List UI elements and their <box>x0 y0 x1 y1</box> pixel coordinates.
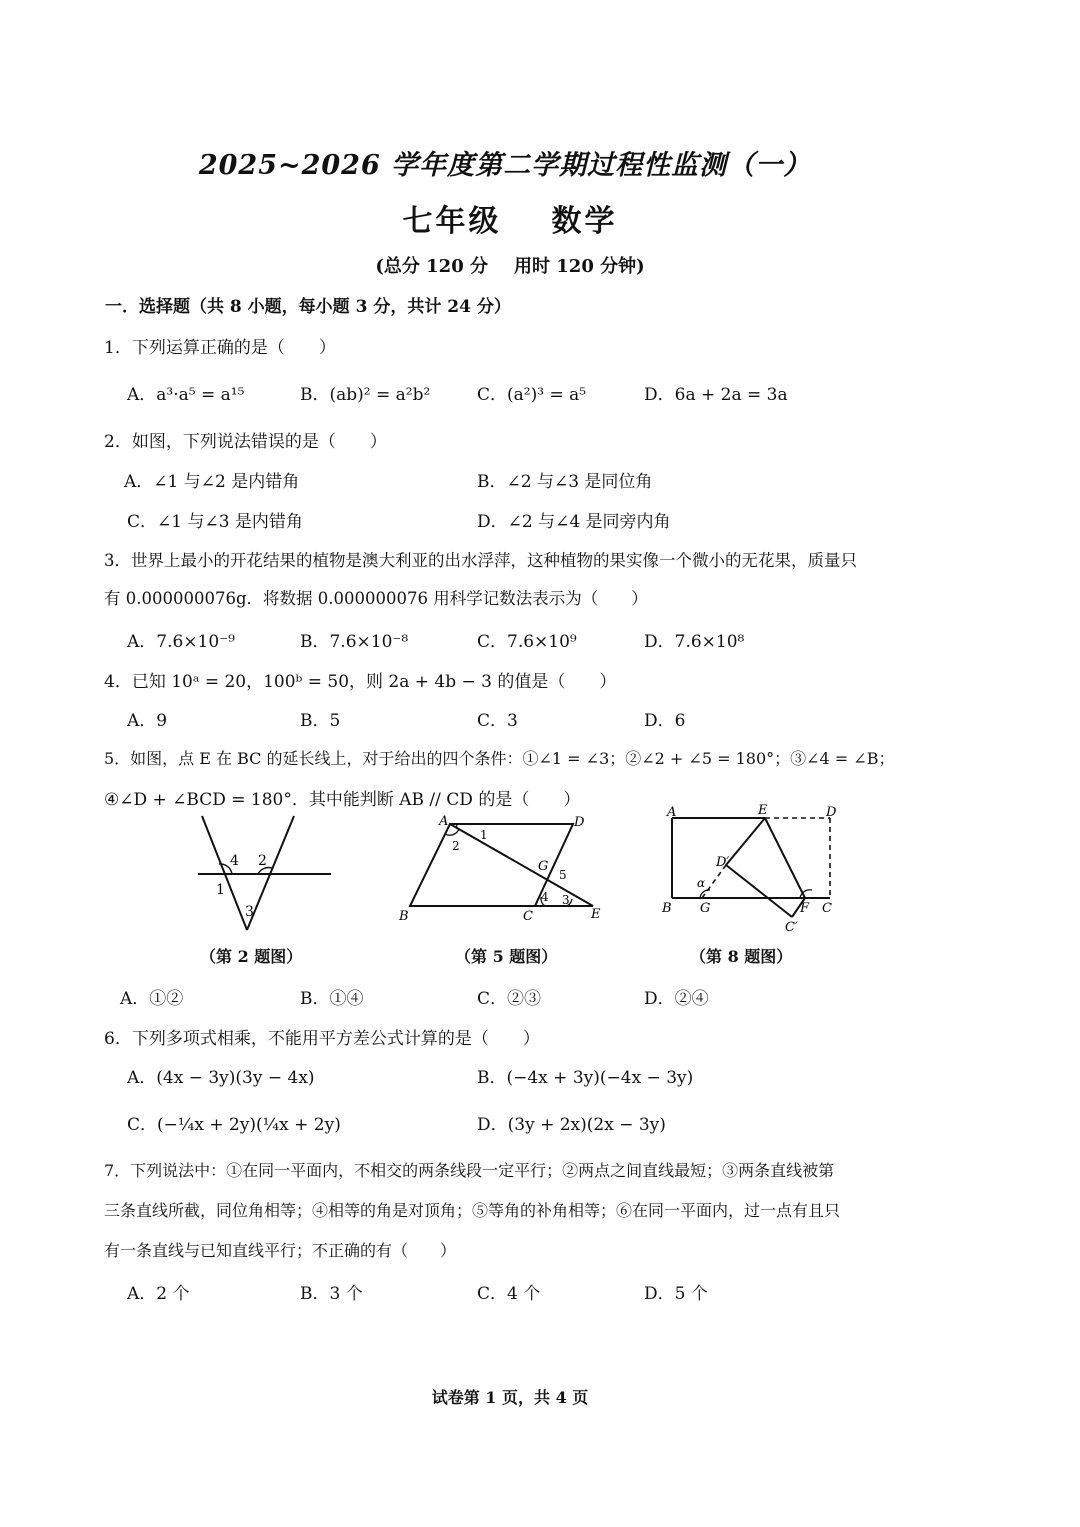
fig5-label-G: G <box>538 859 549 874</box>
question-3-option-d: D．7.6×10⁸ <box>644 632 745 652</box>
question-7-option-d: D．5 个 <box>644 1284 708 1304</box>
page-footer: 试卷第 1 页，共 4 页 <box>431 1388 589 1407</box>
fig8-label-G: G <box>700 901 711 916</box>
fig2-caption: （第 2 题图） <box>200 947 303 966</box>
question-4-option-b: B．5 <box>300 711 341 731</box>
question-1-option-b: B．(ab)² = a²b² <box>300 385 431 405</box>
question-2-option-a: A．∠1 与∠2 是内错角 <box>124 472 300 492</box>
fig5-label-4: 4 <box>541 890 549 904</box>
fig8-label-C: C <box>822 901 832 916</box>
question-3-option-a: A．7.6×10⁻⁹ <box>127 632 235 652</box>
score-info <box>0 252 1020 278</box>
exam-subtitle <box>0 196 1020 240</box>
question-6-option-c: C．(−¼x + 2y)(¼x + 2y) <box>127 1115 341 1135</box>
question-4-option-d: D．6 <box>644 711 686 731</box>
question-2-option-c: C．∠1 与∠3 是内错角 <box>127 512 303 532</box>
question-2-option-d: D．∠2 与∠4 是同旁内角 <box>477 512 671 532</box>
fig5-label-A: A <box>439 814 449 829</box>
question-1-option-d: D．6a + 2a = 3a <box>644 385 788 405</box>
fig5-label-D: D <box>574 815 585 830</box>
section-heading: 一．选择题（共 8 小题，每小题 3 分，共计 24 分） <box>105 297 511 317</box>
fig8-label-C-prime: C′ <box>785 920 798 935</box>
fig8-label-D-prime: D′ <box>716 855 730 870</box>
fig8-label-A: A <box>667 805 677 820</box>
fig8-label-alpha: α <box>697 876 706 890</box>
question-5-line-1: 5．如图，点 E 在 BC 的延长线上，对于给出的四个条件：①∠1 = ∠3；②∠2 + ∠5 = 180°；③∠4 = ∠B； <box>104 749 895 768</box>
fig5-label-2: 2 <box>452 839 460 853</box>
time-limit: 用时 120 分钟) <box>514 256 645 277</box>
figure-question-5 <box>395 808 610 933</box>
question-5-option-a: A．①② <box>120 989 184 1009</box>
question-6-option-a: A．(4x − 3y)(3y − 4x) <box>127 1068 315 1088</box>
question-1-option-c: C．(a²)³ = a⁵ <box>477 385 587 405</box>
fig8-label-F: F <box>800 901 810 916</box>
question-3-option-b: B．7.6×10⁻⁸ <box>300 632 409 652</box>
question-2-option-b: B．∠2 与∠3 是同位角 <box>477 472 653 492</box>
fig2-label-2: 2 <box>258 853 267 869</box>
question-5-option-c: C．②③ <box>477 989 542 1009</box>
question-5-option-b: B．①④ <box>300 989 364 1009</box>
question-7-option-b: B．3 个 <box>300 1284 363 1304</box>
figure-question-8 <box>660 800 845 940</box>
grade-label: 七年级 <box>402 204 502 239</box>
fig8-label-D: D <box>826 805 837 820</box>
question-4-option-c: C．3 <box>477 711 518 731</box>
fig5-caption: （第 5 题图） <box>455 947 558 966</box>
question-3-option-c: C．7.6×10⁹ <box>477 632 577 652</box>
question-4-option-a: A．9 <box>127 711 168 731</box>
fig5-label-E: E <box>591 907 601 922</box>
fig5-label-B: B <box>399 909 409 924</box>
subject-label: 数学 <box>551 204 618 239</box>
fig2-label-4: 4 <box>230 853 239 869</box>
fig5-label-5: 5 <box>559 868 567 882</box>
question-6-option-b: B．(−4x + 3y)(−4x − 3y) <box>477 1068 694 1088</box>
fig2-label-3: 3 <box>245 904 254 920</box>
question-3-line-1: 3．世界上最小的开花结果的植物是澳大利亚的出水浮萍，这种植物的果实像一个微小的无花果，质量只 <box>104 551 857 570</box>
figure-question-2 <box>190 812 340 937</box>
question-6-option-d: D．(3y + 2x)(2x − 3y) <box>477 1115 666 1135</box>
fig5-label-1: 1 <box>480 828 488 842</box>
question-7-option-c: C．4 个 <box>477 1284 541 1304</box>
question-2-stem: 2．如图，下列说法错误的是（ ） <box>104 432 387 452</box>
question-3-line-2: 有 0.000000076g．将数据 0.000000076 用科学记数法表示为（ ） <box>104 589 648 608</box>
question-7-option-a: A．2 个 <box>127 1284 190 1304</box>
question-7-line-3: 有一条直线与已知直线平行；不正确的有（ ） <box>104 1241 457 1260</box>
fig8-label-B: B <box>662 901 672 916</box>
question-5-line-2: ④∠D + ∠BCD = 180°．其中能判断 AB // CD 的是（ ） <box>104 790 581 810</box>
question-7-line-2: 三条直线所截，同位角相等；④相等的角是对顶角；⑤等角的补角相等；⑥在同一平面内，过一点有且只 <box>104 1201 841 1220</box>
question-7-line-1: 7．下列说法中：①在同一平面内，不相交的两条线段一定平行；②两点之间直线最短；③两条直线被第 <box>104 1161 835 1180</box>
fig5-label-C: C <box>523 909 533 924</box>
question-6-stem: 6．下列多项式相乘，不能用平方差公式计算的是（ ） <box>104 1029 540 1049</box>
total-score: (总分 120 分 <box>375 256 488 277</box>
fig8-caption: （第 8 题图） <box>690 947 793 966</box>
exam-title: 2025~2026 学年度第二学期过程性监测（一） <box>198 150 812 181</box>
fig2-label-1: 1 <box>216 882 225 898</box>
question-1-option-a: A．a³·a⁵ = a¹⁵ <box>127 385 245 405</box>
fig8-label-E: E <box>758 803 768 818</box>
question-4-stem: 4．已知 10ᵃ = 20，100ᵇ = 50，则 2a + 4b − 3 的值是（ ） <box>104 672 617 692</box>
question-1-stem: 1．下列运算正确的是（ ） <box>104 338 336 358</box>
fig5-label-3: 3 <box>562 893 570 907</box>
question-5-option-d: D．②④ <box>644 989 709 1009</box>
